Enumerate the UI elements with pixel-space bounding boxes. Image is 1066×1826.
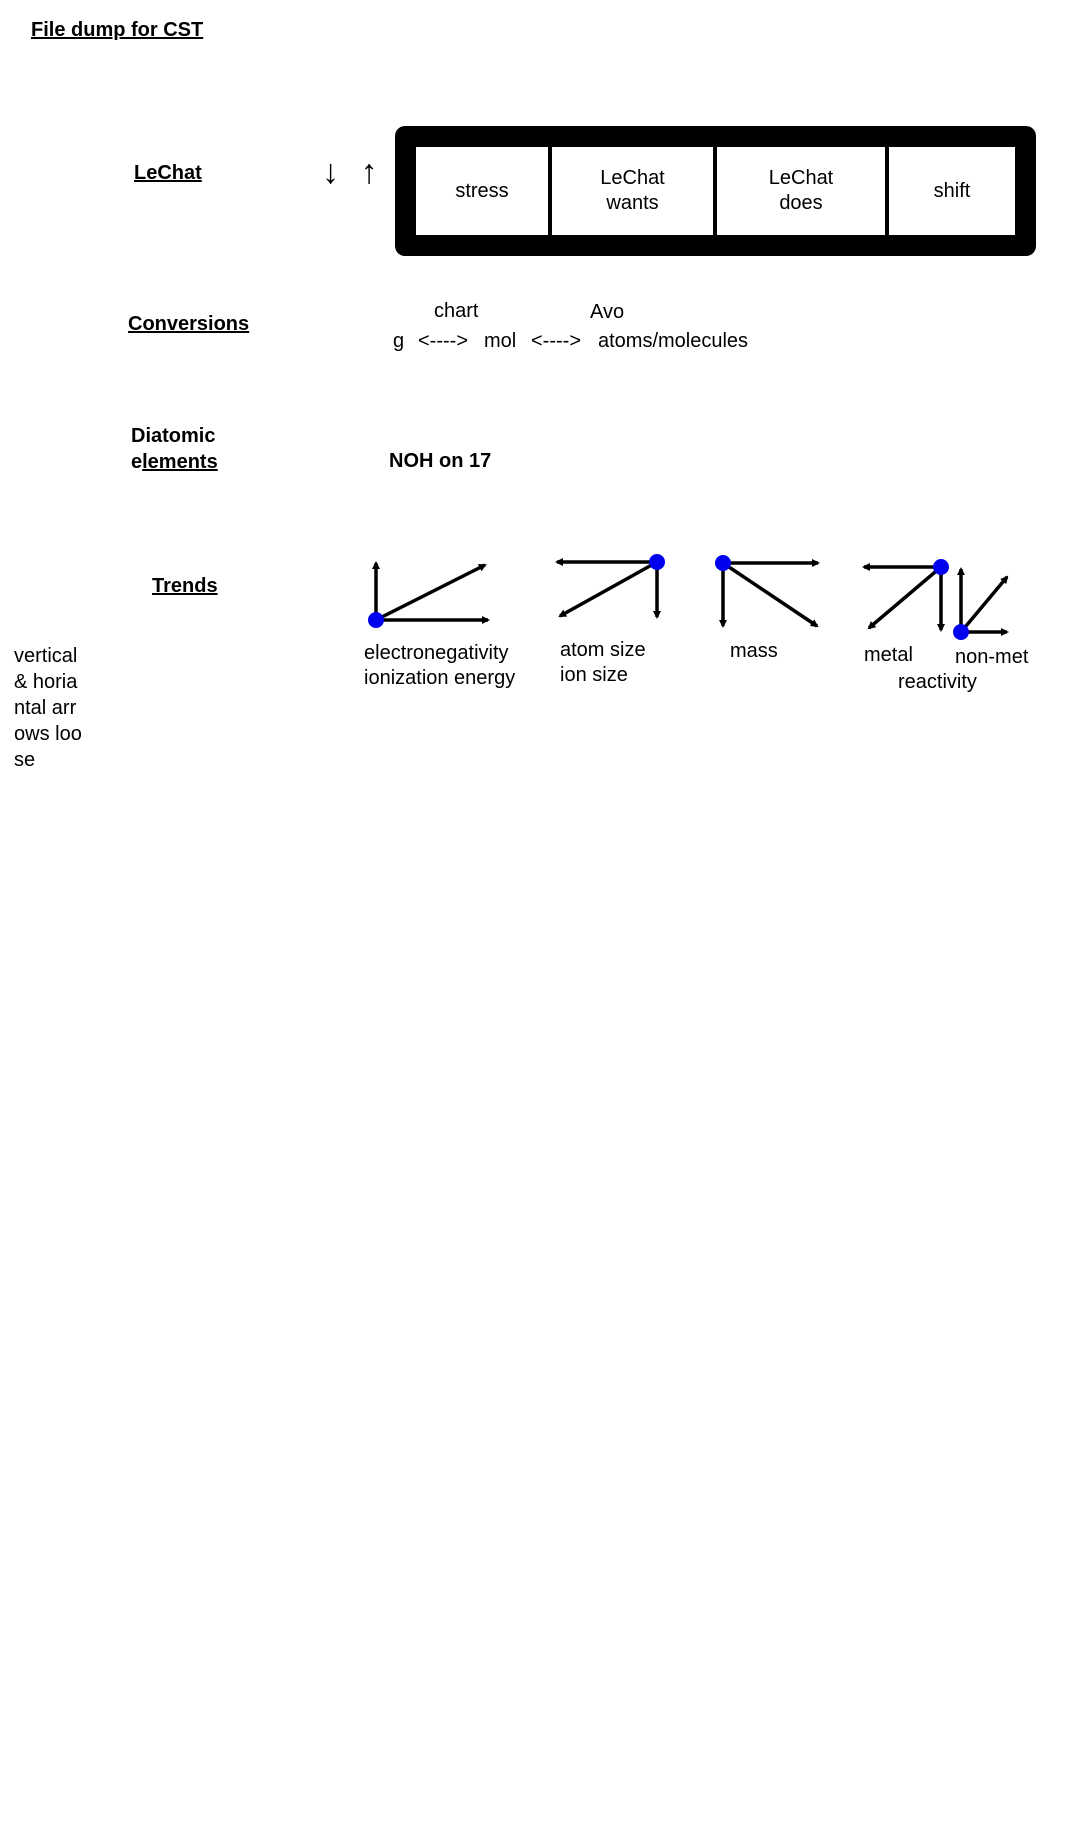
conversion-arrow-1: <---->	[418, 330, 468, 352]
trend-caption-electronegativity: electronegativity	[364, 642, 509, 664]
arrow-diagonal-down-left	[560, 562, 657, 616]
lechat-cell-text: LeChat wants	[600, 167, 665, 214]
diatomic-label-e: e	[131, 451, 143, 473]
side-note: vertical & horiantal arrows loose	[14, 645, 82, 771]
arrow-diagonal-down-right	[723, 563, 817, 626]
trend-mass-arrows	[723, 563, 818, 626]
conversion-avo-label: Avo	[590, 301, 625, 323]
trend-caption-non-met: non-met	[955, 646, 1029, 668]
trend-electronegativity-arrows	[376, 563, 488, 620]
trend-metal-arrows	[864, 567, 941, 630]
trend-dot-metal	[933, 559, 949, 575]
trends-label: Trends	[152, 575, 218, 597]
trend-dot-mass	[715, 555, 731, 571]
lechat-cell-text: shift	[933, 179, 971, 202]
arrow-diagonal-down-left	[869, 567, 941, 628]
trend-atom-size-arrows	[557, 562, 657, 617]
conversion-g: g	[393, 330, 405, 352]
up-down-arrows: ↓ ↑	[322, 153, 384, 191]
trend-caption-metal: metal	[864, 644, 913, 666]
conversion-mol: mol	[484, 330, 517, 352]
lechat-cell-text: stress	[455, 179, 509, 202]
conversion-chart-label: chart	[434, 300, 479, 322]
conversions-label: Conversions	[128, 313, 250, 335]
trend-caption-ionization: ionization energy	[364, 667, 516, 689]
trend-dot-atom-size	[649, 554, 665, 570]
trend-caption-reactivity: reactivity	[898, 671, 977, 693]
conversion-arrow-2: <---->	[531, 330, 581, 352]
trend-dot-nonmetal	[953, 624, 969, 640]
arrow-diagonal-up-right	[376, 565, 485, 620]
diatomic-label-underlined: lements	[142, 451, 218, 473]
conversion-atoms: atoms/molecules	[598, 330, 749, 352]
trend-caption-ion-size: ion size	[560, 664, 628, 686]
lechat-label: LeChat	[134, 162, 202, 184]
trend-dot-electronegativity	[368, 612, 384, 628]
arrow-diagonal-up-right	[961, 577, 1007, 632]
trend-caption-atom-size: atom size	[560, 639, 646, 661]
lechat-cell-text: LeChat does	[768, 167, 834, 214]
trend-caption-mass: mass	[730, 640, 778, 662]
trend-diagrams	[0, 0, 1066, 720]
trend-nonmetal-arrows	[961, 569, 1007, 632]
diatomic-label-line1: Diatomic	[131, 425, 216, 447]
diatomic-value: NOH on 17	[389, 450, 492, 472]
page-title: File dump for CST	[31, 19, 204, 41]
